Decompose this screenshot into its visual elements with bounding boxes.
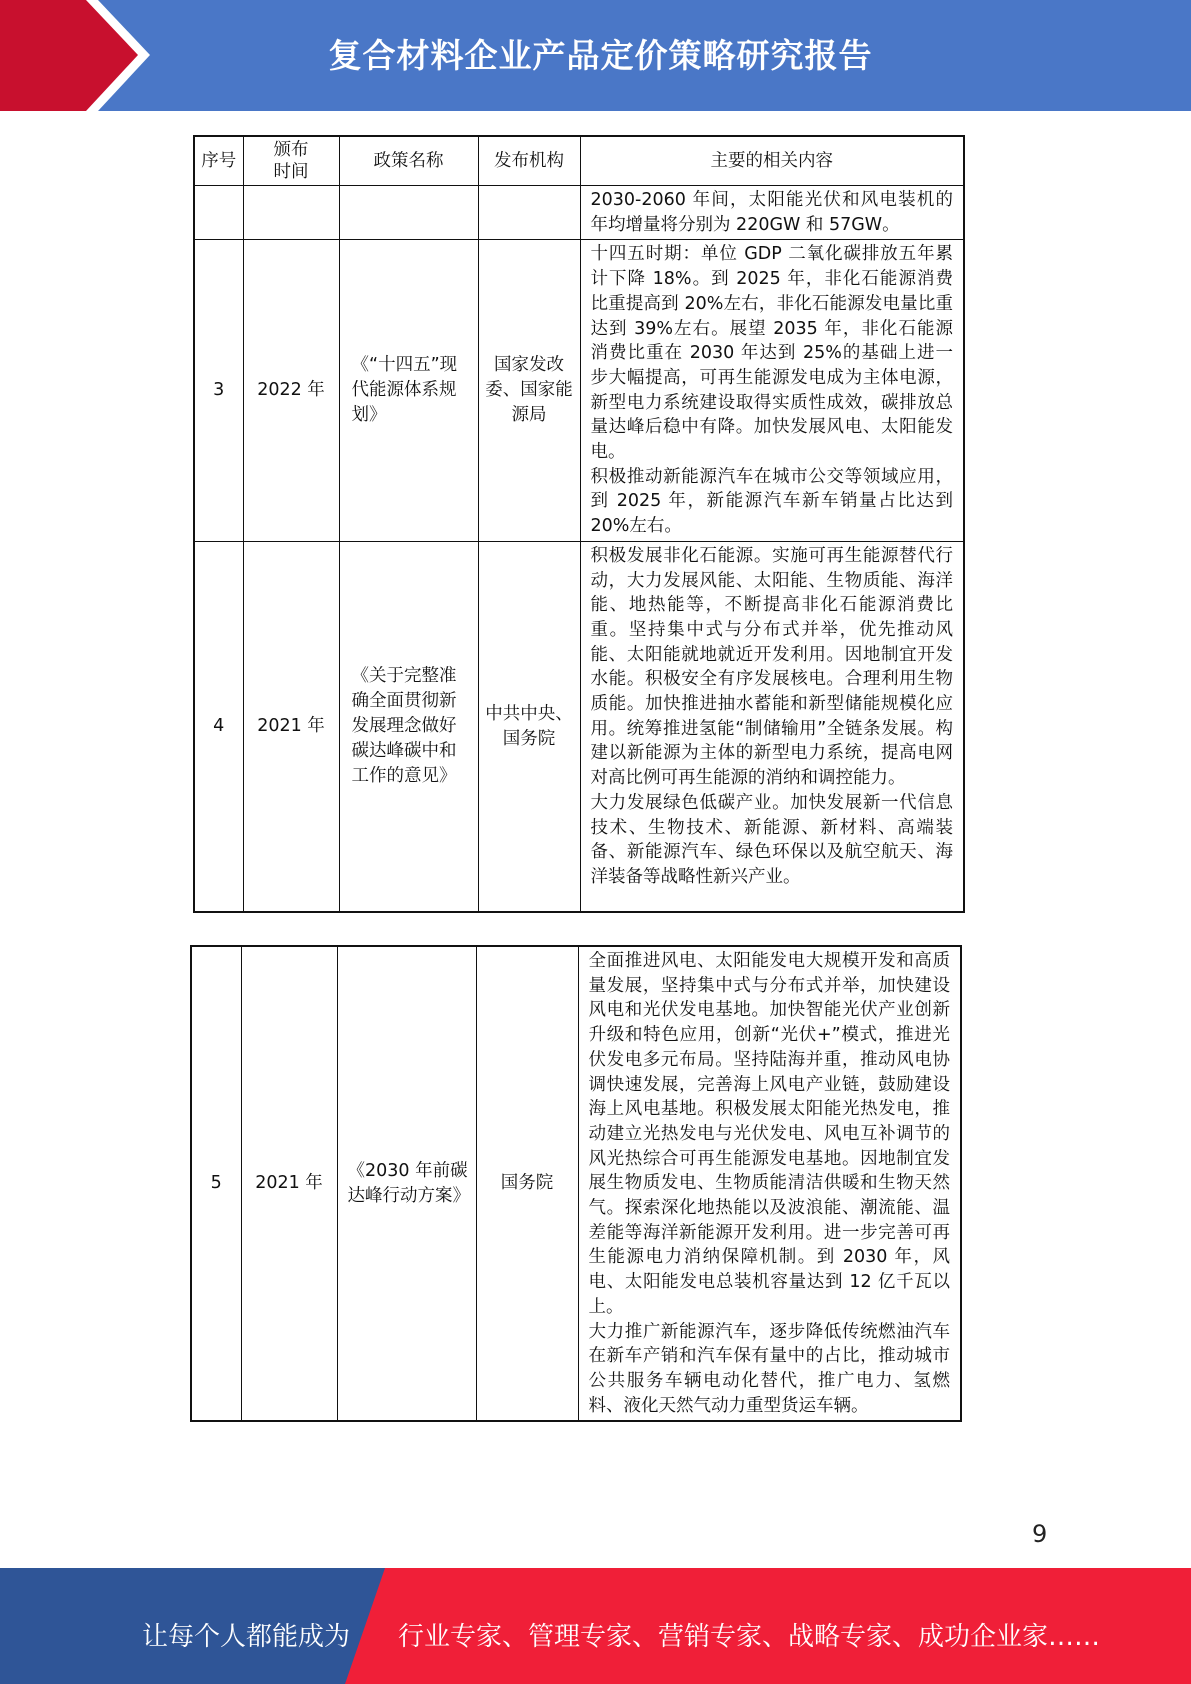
- cell-no: 5: [191, 946, 241, 1421]
- cell-org: 国务院: [476, 946, 578, 1421]
- cell-content: 2030-2060 年间，太阳能光伏和风电装机的年均增量将分别为 220GW 和 57GW。: [580, 186, 964, 240]
- page-number: 9: [1032, 1520, 1048, 1548]
- cell-name: 《关于完整准确全面贯彻新发展理念做好碳达峰碳中和工作的意见》: [339, 541, 478, 912]
- cell-name: 《“十四五”现代能源体系规划》: [339, 240, 478, 541]
- page-footer: [0, 1568, 1191, 1684]
- cell-no: 4: [194, 541, 243, 912]
- cell-date: 2021 年: [243, 541, 339, 912]
- policy-table-continued: [190, 945, 962, 1422]
- cell-content: 十四五时期：单位 GDP 二氧化碳排放五年累计下降 18%。到 2025 年，非化石能源消费比重提高到 20%左右，非化石能源发电量比重达到 39%左右。展望 2035 年，非化石能源消费比重在 2030 年达到 25%的基础上进一步大幅提高，可再生能源发电成为主体电源，新型电力系统建设取得实质性成效，碳排放总量达峰后稳中有降。加快发展风电、太阳能发电。 积极推动新能源汽车在城市公交等领域应用，到 2025 年，新能源汽车新车销量占比达到 20%左右。: [580, 240, 964, 541]
- header-date: 颁布时间: [243, 136, 339, 186]
- header-org: 发布机构: [478, 136, 580, 186]
- page-header: [0, 0, 1191, 111]
- header-name: 政策名称: [339, 136, 478, 186]
- footer-slogan-right: 行业专家、管理专家、营销专家、战略专家、成功企业家……: [398, 1622, 1101, 1652]
- table-row: [194, 240, 964, 541]
- header-no: 序号: [194, 136, 243, 186]
- header-content: 主要的相关内容: [580, 136, 964, 186]
- table-row: [194, 541, 964, 912]
- table-header-row: [194, 136, 964, 186]
- table-row: [191, 946, 961, 1421]
- cell-name: 《2030 年前碳达峰行动方案》: [337, 946, 476, 1421]
- cell-date: 2022 年: [243, 240, 339, 541]
- policy-table: [193, 135, 965, 913]
- cell-date: 2021 年: [241, 946, 337, 1421]
- footer-slogan-left: 让每个人都能成为: [142, 1622, 351, 1652]
- cell-content: 全面推进风电、太阳能发电大规模开发和高质量发展，坚持集中式与分布式并举，加快建设风电和光伏发电基地。加快智能光伏产业创新升级和特色应用，创新“光伏+”模式，推进光伏发电多元布局。坚持陆海并重，推动风电协调快速发展，完善海上风电产业链，鼓励建设海上风电基地。积极发展太阳能光热发电，推动建立光热发电与光伏发电、风电互补调节的风光热综合可再生能源发电基地。因地制宜发展生物质发电、生物质能清洁供暖和生物天然气。探索深化地热能以及波浪能、潮流能、温差能等海洋新能源开发利用。进一步完善可再生能源电力消纳保障机制。到 2030 年，风电、太阳能发电总装机容量达到 12 亿千瓦以上。 大力推广新能源汽车，逐步降低传统燃油汽车在新车产销和汽车保有量中的占比，推动城市公共服务车辆电动化替代，推广电力、氢燃料、液化天然气动力重型货运车辆。: [578, 946, 961, 1421]
- report-title: 复合材料企业产品定价策略研究报告: [328, 36, 873, 75]
- table-row-continued: [194, 186, 964, 240]
- cell-no: 3: [194, 240, 243, 541]
- cell-org: 国家发改委、国家能源局: [478, 240, 580, 541]
- cell-org: 中共中央、国务院: [478, 541, 580, 912]
- cell-content: 积极发展非化石能源。实施可再生能源替代行动，大力发展风能、太阳能、生物质能、海洋能、地热能等，不断提高非化石能源消费比重。坚持集中式与分布式并举，优先推动风能、太阳能就地就近开发利用。因地制宜开发水能。积极安全有序发展核电。合理利用生物质能。加快推进抽水蓄能和新型储能规模化应用。统筹推进氢能“制储输用”全链条发展。构建以新能源为主体的新型电力系统，提高电网对高比例可再生能源的消纳和调控能力。 大力发展绿色低碳产业。加快发展新一代信息技术、生物技术、新能源、新材料、高端装备、新能源汽车、绿色环保以及航空航天、海洋装备等战略性新兴产业。: [580, 541, 964, 912]
